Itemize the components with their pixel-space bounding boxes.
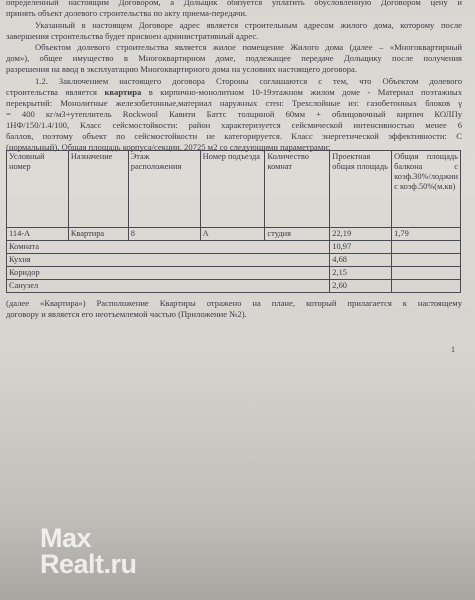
table-row: [7, 241, 461, 254]
text-fragment: строительства является: [6, 87, 105, 97]
text-line: 1.2. Заключением настоящего договора Стороны соглашаются с тем, что Объектом долевого: [35, 76, 462, 86]
room-area: 2,60: [330, 280, 392, 293]
empty-cell: [392, 267, 461, 280]
watermark-line: Realt.ru: [40, 549, 137, 579]
header-cell: Этаж расположения: [128, 151, 200, 228]
text-line: дом»), общее имущество в Многоквартирном доме, подлежащее передаче Дольщику после получения: [6, 53, 462, 63]
header-cell: Проектная общая площадь: [330, 151, 392, 228]
empty-cell: [392, 254, 461, 267]
header-cell: Номер подъезда: [200, 151, 265, 228]
table-cell: 8: [128, 228, 200, 241]
room-label: Кухня: [7, 254, 330, 267]
room-area: 4,68: [330, 254, 392, 267]
text-line: определенный настоящим Договором, а Дольщик обязуется уплатить обусловленную Договором цену и: [6, 0, 462, 7]
text-line: (нормальный). Общая площадь корпуса/секции, 20725 м2 со следующими параметрами:: [6, 142, 331, 152]
table-cell: 22,19: [330, 228, 392, 241]
text-line: [6, 87, 462, 97]
header-cell: Общая площадь балкона с коэф.30%/лоджии с коэф.50%(м.кв): [392, 151, 461, 228]
table-cell: А: [200, 228, 265, 241]
bold-word: квартира: [104, 87, 142, 97]
text-line: Объектом долевого строительства является жилое помещение Жилого дома (далее – «Многоквартирный: [35, 42, 462, 52]
watermark-line: Max: [40, 523, 92, 553]
text-line: принять объект долевого строительства по акту приема-передачи.: [6, 8, 248, 18]
room-label: Комната: [7, 241, 330, 254]
text-line: = 400 кг/м3+утеплитель Rockwool Кавити Баттс толщиной 60мм + облицовочный кирпич КОЛПу: [6, 109, 462, 119]
table-row: [7, 254, 461, 267]
table-row: [7, 280, 461, 293]
room-area: 2,15: [330, 267, 392, 280]
text-line: разрешения на ввод в эксплуатацию Многоквартирного дома на условиях настоящего договора.: [6, 64, 358, 74]
table-cell: 1,79: [392, 228, 461, 241]
table-row: [7, 267, 461, 280]
text-line: 1НФ/150/1.4/100, Класс сейсмостойкости: район характеризуется сейсмической интенсивностью менее 6: [6, 120, 462, 130]
empty-cell: [392, 280, 461, 293]
text-line: завершения строительства будет присвоен административный адрес.: [6, 31, 259, 41]
footer-note-line: (далее «Квартира») Расположение Квартиры отражено на плане, который прилагается к настоящему: [6, 298, 462, 308]
room-label: Коридор: [7, 267, 330, 280]
text-line: Указанный в настоящем Договоре адрес является строительным адресом жилого дома, которому после: [35, 20, 462, 30]
room-area: 10,97: [330, 241, 392, 254]
table-row: [7, 228, 461, 241]
room-label: Санузел: [7, 280, 330, 293]
page-number: 1: [451, 345, 455, 354]
header-cell: Условный номер: [7, 151, 69, 228]
header-cell: Назначение: [68, 151, 128, 228]
text-fragment: в кирпично-монолитном 10-19этажном жилом доме - Материал поэтажных: [141, 87, 463, 97]
table-header-row: [7, 151, 461, 228]
text-line: баллов, поэтому объект по сейсмостойкости не категорируется. Класс энергетической эффективности: С: [6, 131, 462, 141]
header-cell: Количество комнат: [265, 151, 330, 228]
table-cell: Квартира: [68, 228, 128, 241]
footer-note-line: договору и является его неотъемлемой частью (Приложение №2).: [6, 309, 247, 319]
table-cell: студия: [265, 228, 330, 241]
text-line: перекрытий: Монолитные железобетонные,материал наружных стен: Трехслойные из: газобетонных блоков γ: [6, 98, 462, 108]
empty-cell: [392, 241, 461, 254]
watermark-logo: [40, 525, 137, 577]
table-cell: 114-А: [7, 228, 69, 241]
apartment-spec-table: [6, 150, 461, 293]
